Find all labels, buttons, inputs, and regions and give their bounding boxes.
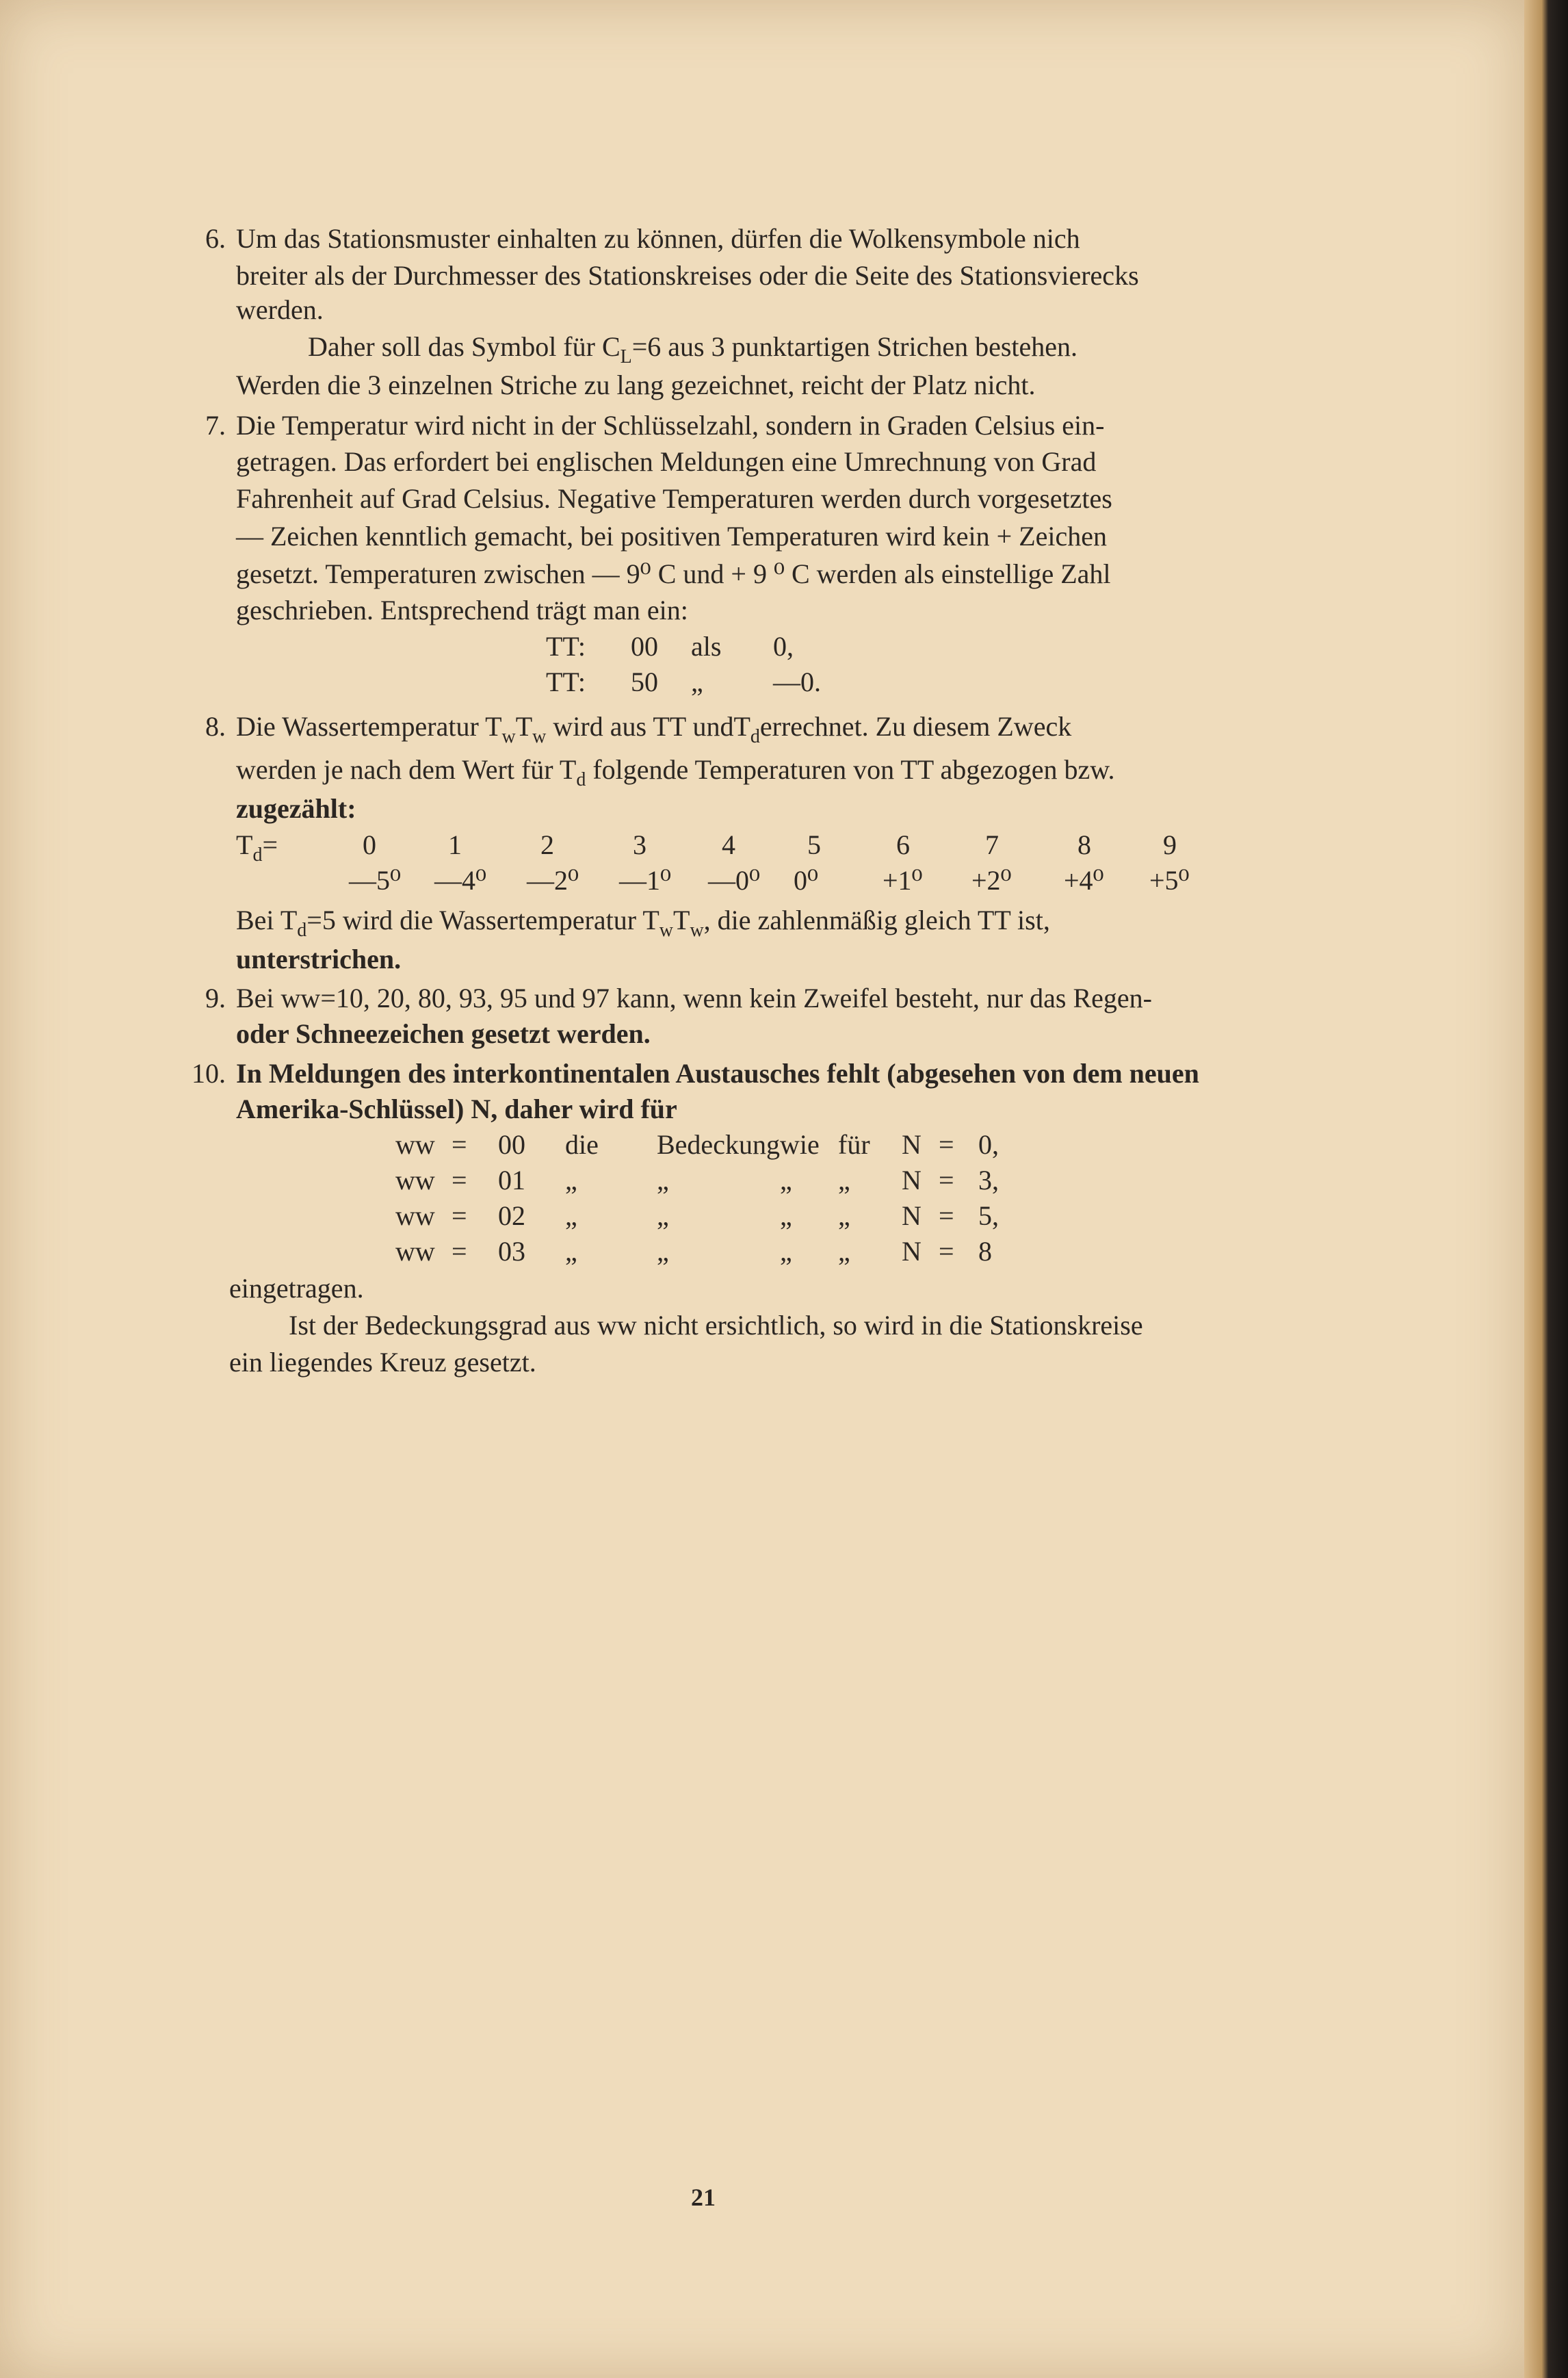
text-cell: „	[780, 1200, 792, 1231]
text-line: geschrieben. Entsprechend trägt man ein:	[236, 595, 688, 625]
ww-label: ww	[395, 1129, 435, 1160]
text-segment: errechnet. Zu diesem Zweck	[759, 711, 1072, 742]
delta-value: +4⁰	[1064, 865, 1104, 896]
text-segment: Bei T	[236, 905, 298, 935]
example-as: „	[691, 667, 703, 697]
n-value: 8	[978, 1236, 992, 1267]
text-cell: „	[838, 1165, 850, 1196]
delta-value: —1⁰	[619, 865, 672, 896]
text-cell: „	[780, 1236, 792, 1267]
text-cell: wie	[780, 1129, 820, 1160]
equals-sign: =	[939, 1165, 954, 1196]
example-key: TT:	[546, 631, 586, 662]
n-label: N	[902, 1236, 922, 1267]
text-segment: Daher soll das Symbol für C	[308, 331, 620, 362]
text-segment: Die Wassertemperatur T	[236, 711, 502, 742]
delta-value: —2⁰	[527, 865, 579, 896]
td-value: 0	[363, 829, 376, 860]
item-number: 10.	[192, 1058, 226, 1089]
subscript: L	[620, 346, 632, 367]
text-cell: „	[780, 1165, 792, 1196]
example-value: 0,	[773, 631, 794, 662]
ww-code: 01	[498, 1165, 525, 1196]
equals-sign: =	[452, 1165, 467, 1196]
text-line	[236, 751, 1115, 799]
td-value: 4	[722, 829, 735, 860]
text-line: Bei ww=10, 20, 80, 93, 95 und 97 kann, wenn kein Zweifel besteht, nur das Regen-	[236, 983, 1152, 1013]
td-value: 1	[448, 829, 462, 860]
text-segment: =6 aus 3 punktartigen Strichen bestehen.	[631, 331, 1078, 362]
text-cell: die	[565, 1129, 599, 1160]
text-segment: =	[262, 829, 278, 860]
ww-code: 02	[498, 1200, 525, 1231]
equals-sign: =	[939, 1129, 954, 1160]
page-edge	[1524, 0, 1568, 2378]
text-segment: wird aus TT undT	[546, 711, 750, 742]
text-cell: „	[838, 1236, 850, 1267]
text-cell: „	[838, 1200, 850, 1231]
td-label	[236, 827, 278, 874]
text-line: Werden die 3 einzelnen Striche zu lang gezeichnet, reicht der Platz nicht.	[236, 370, 1036, 400]
equals-sign: =	[452, 1200, 467, 1231]
subscript: w	[659, 919, 673, 941]
delta-value: —0⁰	[708, 865, 761, 896]
example-key: TT:	[546, 667, 586, 697]
text-line: In Meldungen des interkontinentalen Austausches fehlt (abgesehen von dem neuen	[236, 1058, 1199, 1089]
example-value: —0.	[773, 667, 821, 697]
equals-sign: =	[939, 1200, 954, 1231]
subscript: w	[501, 725, 516, 747]
n-value: 5,	[978, 1200, 999, 1231]
example-code: 50	[631, 667, 658, 697]
text-line: gesetzt. Temperaturen zwischen — 9⁰ C und + 9 ⁰ C werden als einstellige Zahl	[236, 558, 1111, 589]
subscript: w	[532, 725, 547, 747]
subscript: d	[252, 844, 263, 866]
text-segment: T	[515, 711, 533, 742]
td-value: 2	[540, 829, 554, 860]
td-value: 9	[1163, 829, 1177, 860]
ww-label: ww	[395, 1165, 435, 1196]
equals-sign: =	[452, 1236, 467, 1267]
example-code: 00	[631, 631, 658, 662]
text-cell: Bedeckung	[657, 1129, 780, 1160]
delta-value: 0⁰	[794, 865, 819, 896]
text-line: oder Schneezeichen gesetzt werden.	[236, 1018, 651, 1049]
text-line: breiter als der Durchmesser des Stationskreises oder die Seite des Stationsvierecks	[236, 260, 1139, 291]
subscript: d	[297, 919, 307, 941]
td-value: 6	[896, 829, 910, 860]
equals-sign: =	[939, 1236, 954, 1267]
delta-value: +2⁰	[971, 865, 1012, 896]
equals-sign: =	[452, 1129, 467, 1160]
text-cell: für	[838, 1129, 870, 1160]
delta-value: +5⁰	[1149, 865, 1190, 896]
td-value: 3	[633, 829, 646, 860]
ww-label: ww	[395, 1200, 435, 1231]
ww-code: 03	[498, 1236, 525, 1267]
ww-label: ww	[395, 1236, 435, 1267]
text-line: — Zeichen kenntlich gemacht, bei positiven Temperaturen wird kein + Zeichen	[236, 521, 1108, 552]
page-number: 21	[691, 2184, 716, 2211]
text-segment: werden je nach dem Wert für T	[236, 754, 577, 785]
text-line: Fahrenheit auf Grad Celsius. Negative Temperaturen werden durch vorgesetztes	[236, 483, 1112, 514]
text-line: getragen. Das erfordert bei englischen Meldungen eine Umrechnung von Grad	[236, 446, 1097, 477]
item-number: 8.	[205, 711, 226, 742]
delta-value: —4⁰	[434, 865, 487, 896]
text-line: zugezählt:	[236, 793, 356, 824]
item-number: 9.	[205, 983, 226, 1013]
text-cell: „	[657, 1236, 669, 1267]
text-line: Die Temperatur wird nicht in der Schlüsselzahl, sondern in Graden Celsius ein-	[236, 410, 1105, 441]
subscript: d	[576, 768, 586, 790]
subscript: d	[750, 725, 760, 747]
delta-value: +1⁰	[883, 865, 923, 896]
text-line: Um das Stationsmuster einhalten zu können, dürfen die Wolkensymbole nich	[236, 223, 1080, 254]
td-value: 7	[985, 829, 999, 860]
text-cell: „	[657, 1200, 669, 1231]
delta-value: —5⁰	[349, 865, 402, 896]
text-line	[236, 708, 1071, 755]
text-segment: T	[673, 905, 690, 935]
text-line: eingetragen.	[229, 1273, 364, 1304]
text-cell: „	[565, 1236, 577, 1267]
text-line: werden.	[236, 294, 324, 325]
n-value: 0,	[978, 1129, 999, 1160]
n-value: 3,	[978, 1165, 999, 1196]
n-label: N	[902, 1200, 922, 1231]
td-value: 5	[807, 829, 821, 860]
text-line: Ist der Bedeckungsgrad aus ww nicht ersichtlich, so wird in die Stationskreise	[289, 1310, 1143, 1341]
n-label: N	[902, 1165, 922, 1196]
n-label: N	[902, 1129, 922, 1160]
item-number: 6.	[205, 223, 226, 254]
td-value: 8	[1077, 829, 1091, 860]
text-cell: „	[565, 1165, 577, 1196]
text-cell: „	[565, 1200, 577, 1231]
text-line: ein liegendes Kreuz gesetzt.	[229, 1347, 536, 1378]
text-line: Amerika-Schlüssel) N, daher wird für	[236, 1094, 677, 1124]
item-number: 7.	[205, 410, 226, 441]
text-segment: =5 wird die Wassertemperatur T	[306, 905, 659, 935]
text-cell: „	[657, 1165, 669, 1196]
text-segment: T	[236, 829, 253, 860]
subscript: w	[690, 919, 704, 941]
text-segment: folgende Temperaturen von TT abgezogen bzw.	[586, 754, 1115, 785]
text-line: unterstrichen.	[236, 944, 402, 974]
example-as: als	[691, 631, 722, 662]
ww-code: 00	[498, 1129, 525, 1160]
text-segment: , die zahlenmäßig gleich TT ist,	[703, 905, 1050, 935]
